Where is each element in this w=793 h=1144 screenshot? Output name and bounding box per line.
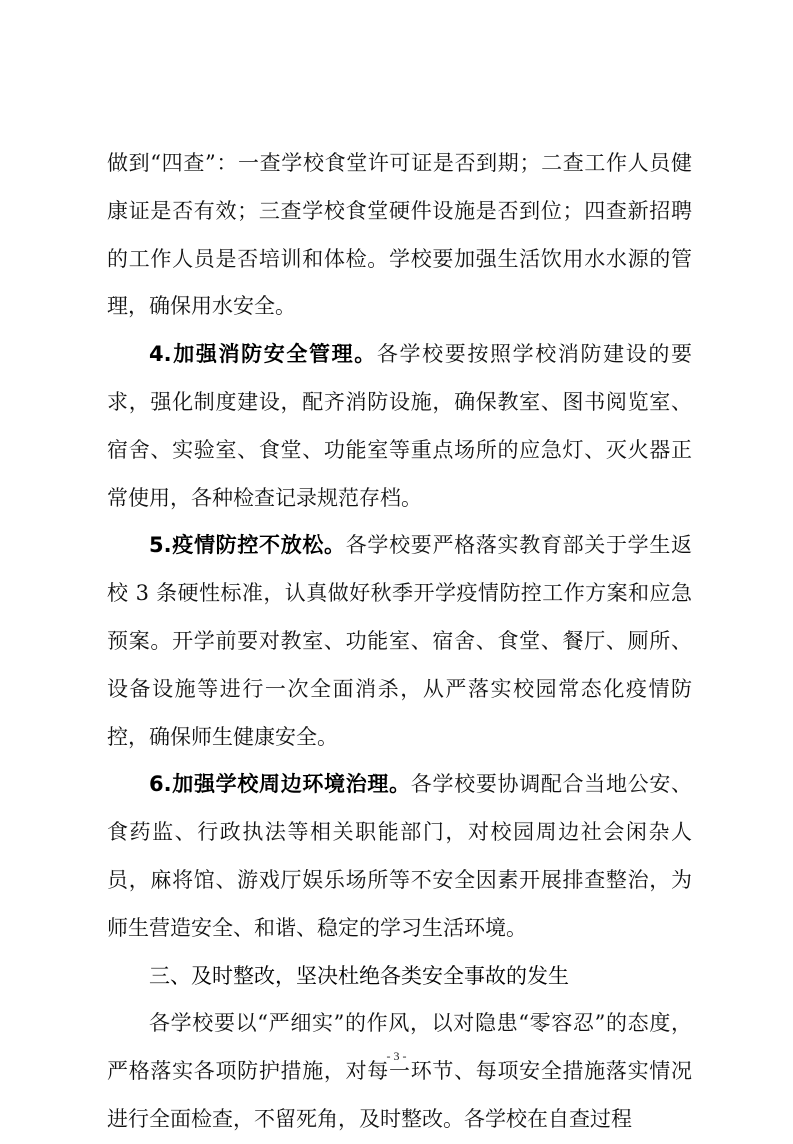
continuation-paragraph (107, 140, 692, 331)
paragraph-lead: 5.疫情防控不放松。 (149, 533, 346, 558)
paragraph-text: 做到“四查”：一查学校食堂许可证是否到期；二查工作人员健康证是否有效；三查学校食堂硬件设施是否到位；四查新招聘的工作人员是否培训和体检。学校要加强生活饮用水水源的管理，确保用水安全。 (107, 151, 692, 319)
page-number: - 3 - (386, 1049, 407, 1063)
paragraph-lead: 4.加强消防安全管理。 (149, 342, 377, 367)
paragraph-lead: 6.加强学校周边环境治理。 (149, 772, 411, 797)
closing-paragraph: 各学校要以“严细实”的作风，以对隐患“零容忍”的态度，严格落实各项防护措施，对每一环节、每项安全措施落实情况进行全面检查，不留死角，及时整改。各学校在自查过程 (107, 1011, 692, 1131)
paragraph-text: 各学校要按照学校消防建设的要求，强化制度建设，配齐消防设施，确保教室、图书阅览室、宿舍、实验室、食堂、功能室等重点场所的应急灯、灭火器正常使用，各种检查记录规范存档。 (107, 342, 693, 510)
document-body (107, 140, 692, 1144)
surroundings-paragraph (107, 761, 692, 952)
section-heading: 三、及时整改，坚决杜绝各类安全事故的发生 (149, 963, 569, 988)
epidemic-control-paragraph (107, 522, 692, 761)
paragraph-text: 各学校要严格落实教育部关于学生返校 3 条硬性标准，认真做好秋季开学疫情防控工作方案和应急预案。开学前要对教室、功能室、宿舍、食堂、餐厅、厕所、设备设施等进行一次全面消杀，从严落实校园常态化疫情防控，确保师生健康安全。 (107, 533, 693, 749)
paragraph-text: 各学校要协调配合当地公安、食药监、行政执法等相关职能部门，对校园周边社会闲杂人员，麻将馆、游戏厅娱乐场所等不安全因素开展排查整治，为师生营造安全、和谐、稳定的学习生活环境。 (107, 772, 692, 940)
fire-safety-paragraph (107, 331, 692, 522)
